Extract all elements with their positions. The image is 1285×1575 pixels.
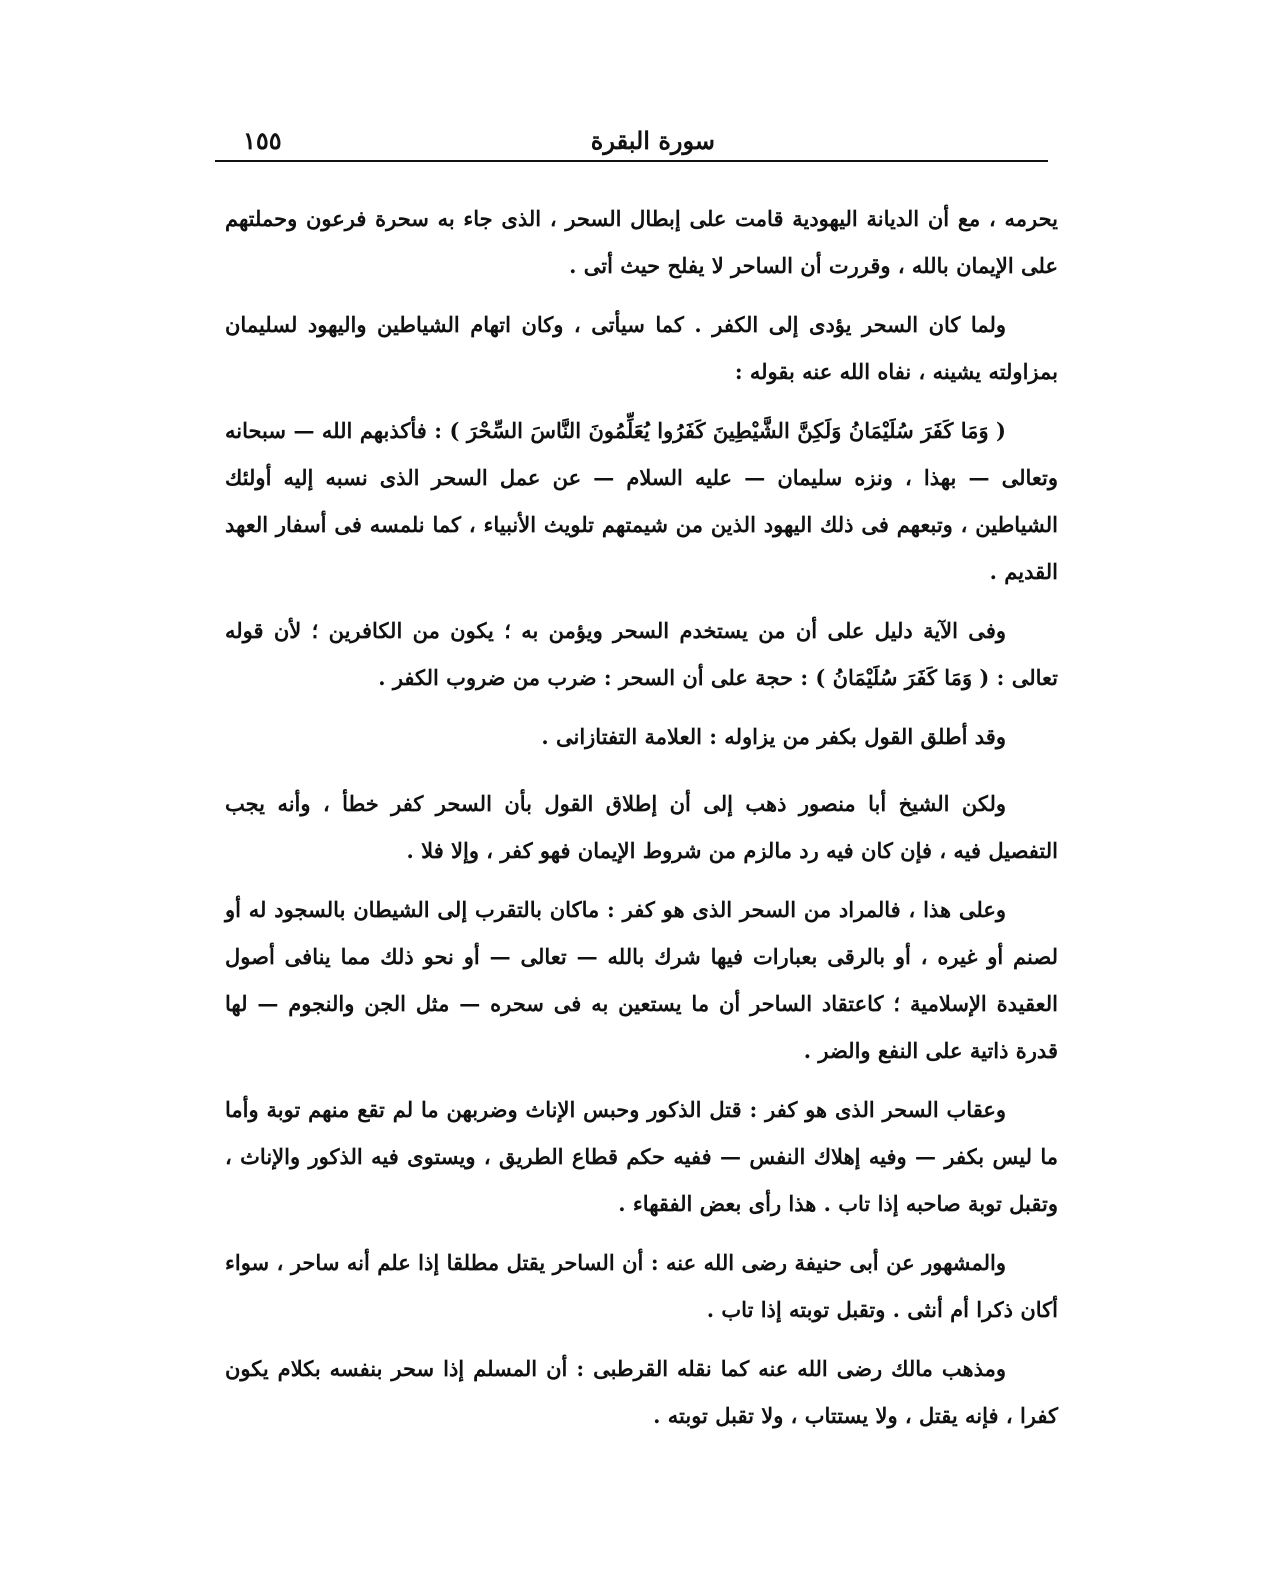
surah-title: سورة البقرة (590, 126, 715, 155)
paragraph: يحرمه ، مع أن الديانة اليهودية قامت على إبطال السحر ، الذى جاء به سحرة فرعون وحملتهم على الإيمان بالله ، وقررت أن الساحر لا يفلح حيث أتى . (225, 206, 1058, 278)
paragraph: ولكن الشيخ أبا منصور ذهب إلى أن إطلاق القول بأن السحر كفر خطأ ، وأنه يجب التفصيل فيه ، فإن كان فيه رد مالزم من شروط الإيمان فهو كفر ، وإلا فلا . (225, 791, 1058, 863)
paragraph: وفى الآية دليل على أن من يستخدم السحر ويؤمن به ؛ يكون من الكافرين ؛ لأن قوله تعالى : ( وَمَا كَفَرَ سُلَيْمَانُ ) : حجة على أن السحر : ضرب من ضروب الكفر . (225, 618, 1058, 690)
page-body (225, 195, 1058, 1451)
paragraph: ولما كان السحر يؤدى إلى الكفر . كما سيأتى ، وكان اتهام الشياطين واليهود لسليمان بمزاولته يشينه ، نفاه الله عنه بقوله : (225, 312, 1058, 384)
paragraph: ( وَمَا كَفَرَ سُلَيْمَانُ وَلَكِنَّ الشَّيْطِينَ كَفَرُوا يُعَلِّمُونَ النَّاسَ السِّحْرَ ) : فأكذبهم الله — سبحانه وتعالى — بهذا ، ونزه سليمان — عليه السلام — عن عمل السحر الذى نسبه إليه أولئك الشياطين ، وتبعهم فى ذلك اليهود الذين من شيمتهم تلويث الأنبياء ، كما نلمسه فى أسفار العهد القديم . (225, 418, 1058, 584)
header-divider (215, 160, 1048, 162)
paragraph: والمشهور عن أبى حنيفة رضى الله عنه : أن الساحر يقتل مطلقا إذا علم أنه ساحر ، سواء أكان ذكرا أم أنثى . وتقبل توبته إذا تاب . (225, 1250, 1058, 1322)
paragraph: وعقاب السحر الذى هو كفر : قتل الذكور وحبس الإناث وضربهن ما لم تقع منهم توبة وأما ما ليس بكفر — وفيه إهلاك النفس — ففيه حكم قطاع الطريق ، ويستوى فيه الذكور والإناث ، وتقبل توبة صاحبه إذا تاب . هذا رأى بعض الفقهاء . (225, 1097, 1059, 1216)
paragraph: وعلى هذا ، فالمراد من السحر الذى هو كفر : ماكان بالتقرب إلى الشيطان بالسجود له أو لصنم أو غيره ، أو بالرقى بعبارات فيها شرك بالله — تعالى — أو نحو ذلك مما ينافى أصول العقيدة الإسلامية ؛ كاعتقاد الساحر أن ما يستعين به فى سحره — مثل الجن والنجوم — لها قدرة ذاتية على النفع والضر . (225, 897, 1058, 1063)
paragraph: وقد أطلق القول بكفر من يزاوله : العلامة التفتازانى . (541, 724, 1006, 749)
page-number: ١٥٥ (243, 126, 282, 155)
paragraph: ومذهب مالك رضى الله عنه كما نقله القرطبى : أن المسلم إذا سحر بنفسه بكلام يكون كفرا ، فإنه يقتل ، ولا يستتاب ، ولا تقبل توبته . (225, 1356, 1058, 1428)
